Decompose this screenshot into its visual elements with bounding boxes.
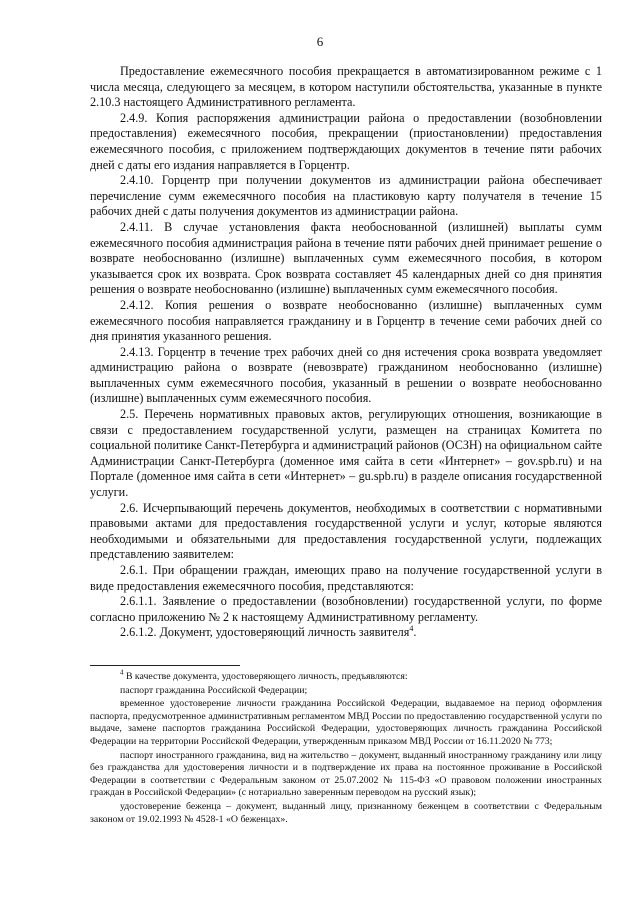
paragraph-2-6-1-1: 2.6.1.1. Заявление о предоставлении (возобновлении) государственной услуги, по форме согласно приложению № 2 к настоящему Административному регламенту. — [90, 594, 602, 624]
paragraph-2-6: 2.6. Исчерпывающий перечень документов, необходимых в соответствии с нормативными правовыми актами для предоставления государственной услуги и услуг, которые являются необходимыми и обязательными для предоставления государственной услуги, подлежащих представлению заявителем: — [90, 500, 602, 562]
paragraph-2-6-1: 2.6.1. При обращении граждан, имеющих право на получение государственной услуги в виде предоставления ежемесячного пособия, представляются: — [90, 563, 602, 593]
footnote-item: временное удостоверение личности гражданина Российской Федерации, выдаваемое на период оформления паспорта, предусмотренное административным регламентом МВД России по предоставлению государственной услуги по выдаче, замене паспортов гражданина Российской Федерации, удостоверяющих личность гражданина Российской Федерации на территории Российской Федерации, утвержденным приказом МВД России от 16.11.2020 № 773; — [90, 698, 602, 747]
page-number: 6 — [316, 34, 324, 49]
footnote-item: удостоверение беженца – документ, выданный лицу, признанному беженцем в соответствии с Федеральным законом от 19.02.1993 № 4528-1 «О беженцах». — [90, 800, 602, 825]
footnote-item: паспорт гражданина Российской Федерации; — [120, 684, 308, 696]
footnotes — [90, 668, 602, 827]
paragraph-2-4-9: 2.4.9. Копия распоряжения администрации района о предоставлении (возобновлении предоставления) ежемесячного пособия, прекращении (приостановлении) предоставления ежемесячного пособия, с приложением подтверждающих документов в течение пяти рабочих дней с даты его издания направляется в Горцентр. — [90, 110, 602, 172]
footnote-reference[interactable]: 4 — [409, 624, 414, 634]
footnote-divider — [90, 665, 240, 666]
paragraph-2-6-1-2 — [90, 625, 602, 641]
paragraph-2-4-11: 2.4.11. В случае установления факта необоснованной (излишней) выплаты сумм ежемесячного пособия администрация района в течение пяти рабочих дней принимает решение о возврате необоснованно (излишне) выплаченных сумм ежемесячного пособия, в котором указывается срок их возврата. Срок возврата составляет 45 календарных дней со дня принятия решения о возврате необоснованно (излишне) выплаченных сумм ежемесячного пособия. — [90, 219, 602, 297]
paragraph-2-4-12: 2.4.12. Копия решения о возврате необоснованно (излишне) выплаченных сумм ежемесячного пособия направляется гражданину и в Горцентр в течение семи рабочих дней со дня принятия указанного решения. — [90, 297, 602, 344]
paragraph-2-6-1-2-text: 2.6.1.2. Документ, удостоверяющий личность заявителя — [120, 625, 410, 640]
footnote-item: паспорт иностранного гражданина, вид на жительство – документ, выданный иностранному гражданину или лицу без гражданства для удостоверения личности и в подтверждение их права на постоянное проживание в Российской Федерации в соответствии с Федеральным законом от 25.07.2002 № 115-ФЗ «О правовом положении иностранных граждан в Российской Федерации» (с нотариально заверенным переводом на русский язык); — [90, 749, 602, 799]
paragraph-termination: Предоставление ежемесячного пособия прекращается в автоматизированном режиме с 1 числа месяца, следующего за месяцем, в котором наступили обстоятельства, указанные в пункте 2.10.3 настоящего Административного регламента. — [90, 64, 602, 110]
footnote-intro — [90, 668, 602, 684]
paragraph-2-6-1-2-tail: . — [413, 625, 417, 640]
paragraph-2-4-13: 2.4.13. Горцентр в течение трех рабочих дней со дня истечения срока возврата уведомляет администрацию района о возврате (невозврате) гражданином необоснованно (излишне) выплаченных сумм ежемесячного пособия, указанный в решении о возврате необоснованно (излишне) выплаченных сумм ежемесячного пособия. — [90, 344, 602, 406]
footnote-intro-text: В качестве документа, удостоверяющего личность, предъявляются: — [123, 671, 408, 682]
paragraph-2-5: 2.5. Перечень нормативных правовых актов, регулирующих отношения, возникающие в связи с предоставлением государственной услуги, размещен на страницах Комитета по социальной политике Санкт-Петербурга и администраций районов (ОСЗН) на официальном сайте Администрации Санкт-Петербурга (доменное имя сайта в сети «Интернет» – gov.spb.ru) и на Портале (доменное имя сайта в сети «Интернет» – gu.spb.ru) в разделе описания государственной услуги. — [90, 407, 602, 500]
document-body — [90, 64, 602, 641]
paragraph-2-4-10: 2.4.10. Горцентр при получении документов из администрации района обеспечивает перечисление сумм ежемесячного пособия на пластиковую карту получателя в течение 15 рабочих дней с даты получения документов из администрации района. — [90, 173, 602, 219]
footnote-mark: 4 — [120, 668, 124, 677]
